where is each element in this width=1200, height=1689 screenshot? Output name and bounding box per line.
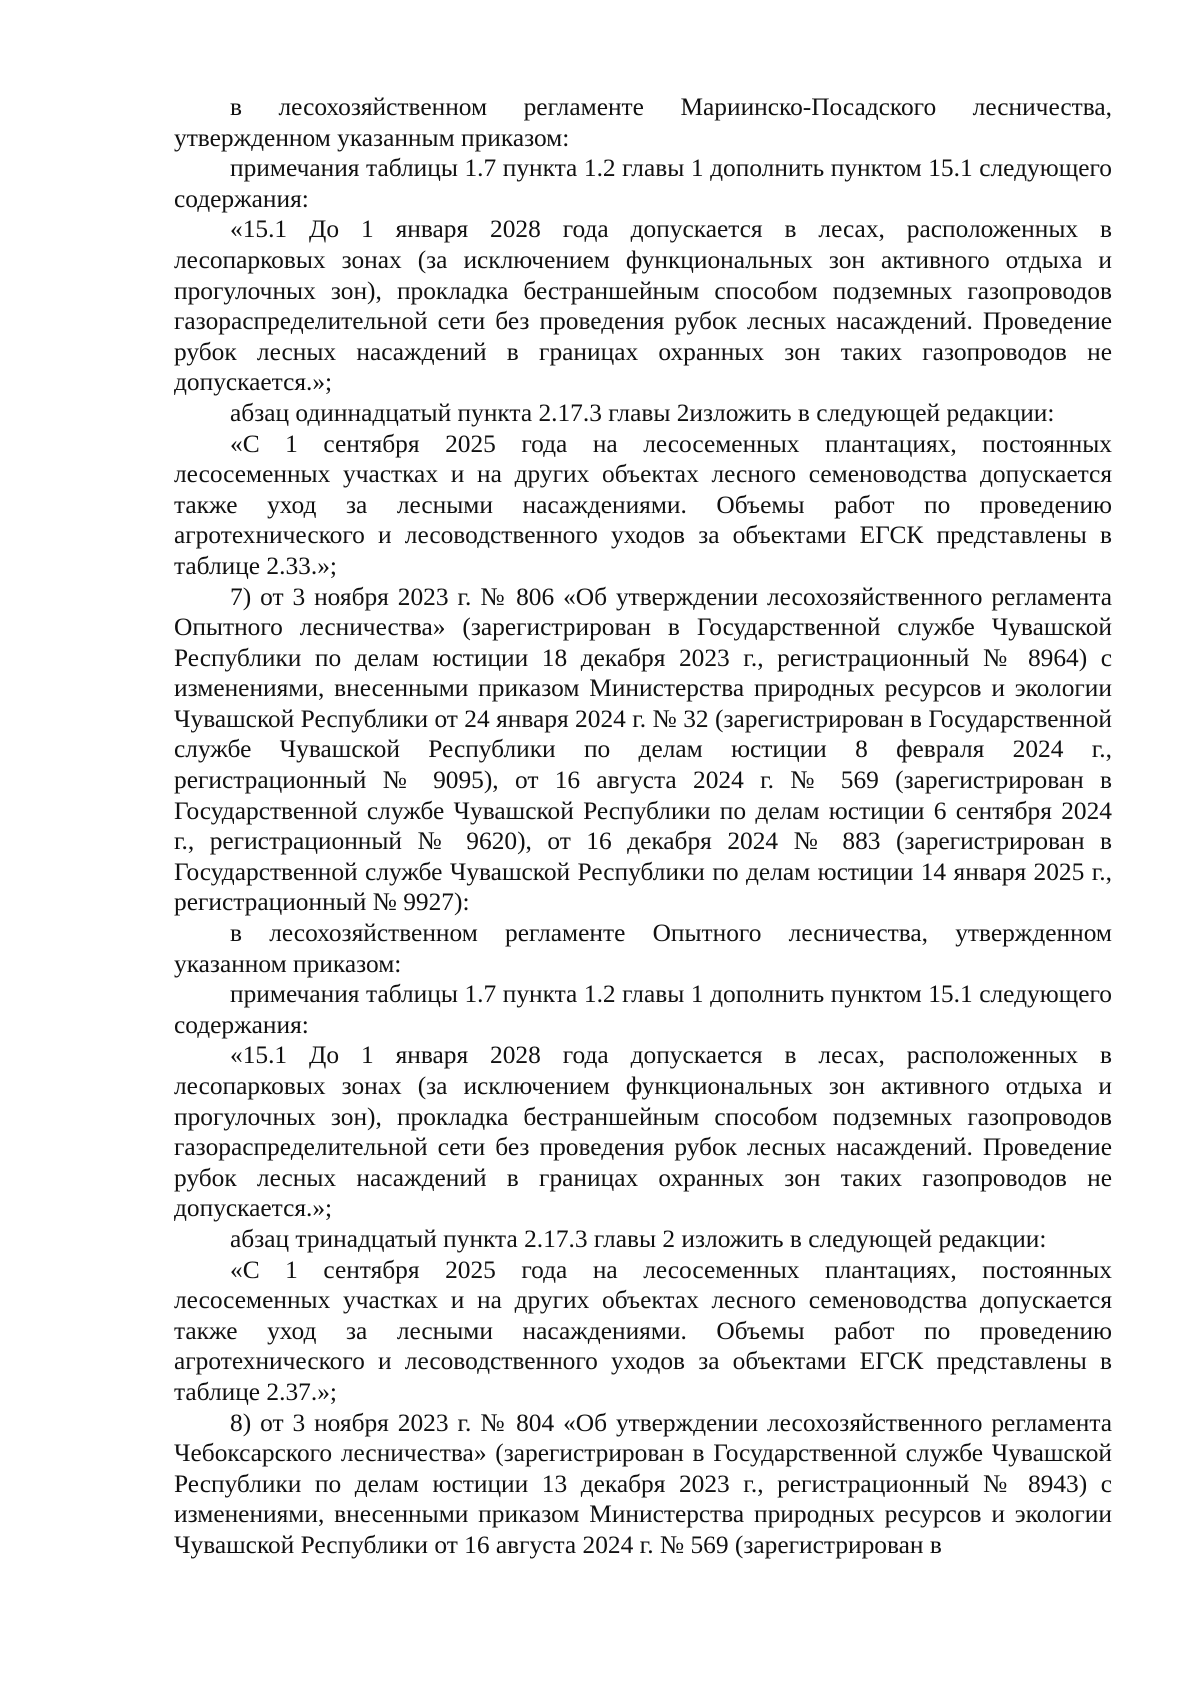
paragraph-11: «С 1 сентября 2025 года на лесосеменных плантациях, постоянных лесосеменных участках и на других объектах лесного семеноводства допускается также уход за лесными насаждениями. Объемы работ по проведению агротехнического и лесоводственного уходов за объектами ЕГСК представлены в таблице 2.37.»;	[174, 1255, 1112, 1406]
paragraph-2: примечания таблицы 1.7 пункта 1.2 главы 1 дополнить пунктом 15.1 следующего содержания:	[174, 154, 1112, 213]
paragraph-4: абзац одиннадцатый пункта 2.17.3 главы 2изложить в следующей редакции:	[230, 398, 1055, 427]
paragraph-10: абзац тринадцатый пункта 2.17.3 главы 2 изложить в следующей редакции:	[230, 1224, 1047, 1253]
paragraph-9: «15.1 До 1 января 2028 года допускается в лесах, расположенных в лесопарковых зонах (за исключением функциональных зон активного отдыха и прогулочных зон), прокладка бестраншейным способом подземных газопроводов газораспределительной сети без проведения рубок лесных насаждений. Проведение рубок лесных насаждений в границах охранных зон таких газопроводов не допускается.»;	[174, 1041, 1112, 1223]
paragraph-6: 7) от 3 ноября 2023 г. № 806 «Об утверждении лесохозяйственного регламента Опытного лесничества» (зарегистрирован в Государственной службе Чувашской Республики по делам юстиции 18 декабря 2023 г., регистрационный № 8964) с изменениями, внесенными приказом Министерства природных ресурсов и экологии Чувашской Республики от 24 января 2024 г. № 32 (зарегистрирован в Государственной службе Чувашской Республики по делам юстиции 8 февраля 2024 г., регистрационный № 9095), от 16 августа 2024 г. № 569 (зарегистрирован в Государственной службе Чувашской Республики по делам юстиции 6 сентября 2024 г., регистрационный № 9620), от 16 декабря 2024 № 883 (зарегистрирован в Государственной службе Чувашской Республики по делам юстиции 14 января 2025 г., регистрационный № 9927):	[174, 582, 1112, 917]
paragraph-1: в лесохозяйственном регламенте Мариинско-Посадского лесничества, утвержденном указанным приказом:	[174, 93, 1112, 152]
paragraph-3: «15.1 До 1 января 2028 года допускается в лесах, расположенных в лесопарковых зонах (за исключением функциональных зон активного отдыха и прогулочных зон), прокладка бестраншейным способом подземных газопроводов газораспределительной сети без проведения рубок лесных насаждений. Проведение рубок лесных насаждений в границах охранных зон таких газопроводов не допускается.»;	[174, 215, 1112, 397]
paragraph-5: «С 1 сентября 2025 года на лесосеменных плантациях, постоянных лесосеменных участках и на других объектах лесного семеноводства допускается также уход за лесными насаждениями. Объемы работ по проведению агротехнического и лесоводственного уходов за объектами ЕГСК представлены в таблице 2.33.»;	[174, 429, 1112, 580]
paragraph-12: 8) от 3 ноября 2023 г. № 804 «Об утверждении лесохозяйственного регламента Чебоксарского лесничества» (зарегистрирован в Государственной службе Чувашской Республики по делам юстиции 13 декабря 2023 г., регистрационный № 8943) с изменениями, внесенными приказом Министерства природных ресурсов и экологии Чувашской Республики от 16 августа 2024 г. № 569 (зарегистрирован в	[174, 1408, 1112, 1559]
paragraph-7: в лесохозяйственном регламенте Опытного лесничества, утвержденном указанном приказом:	[174, 919, 1112, 978]
document-body	[174, 92, 1112, 1561]
paragraph-8: примечания таблицы 1.7 пункта 1.2 главы 1 дополнить пунктом 15.1 следующего содержания:	[174, 980, 1112, 1039]
